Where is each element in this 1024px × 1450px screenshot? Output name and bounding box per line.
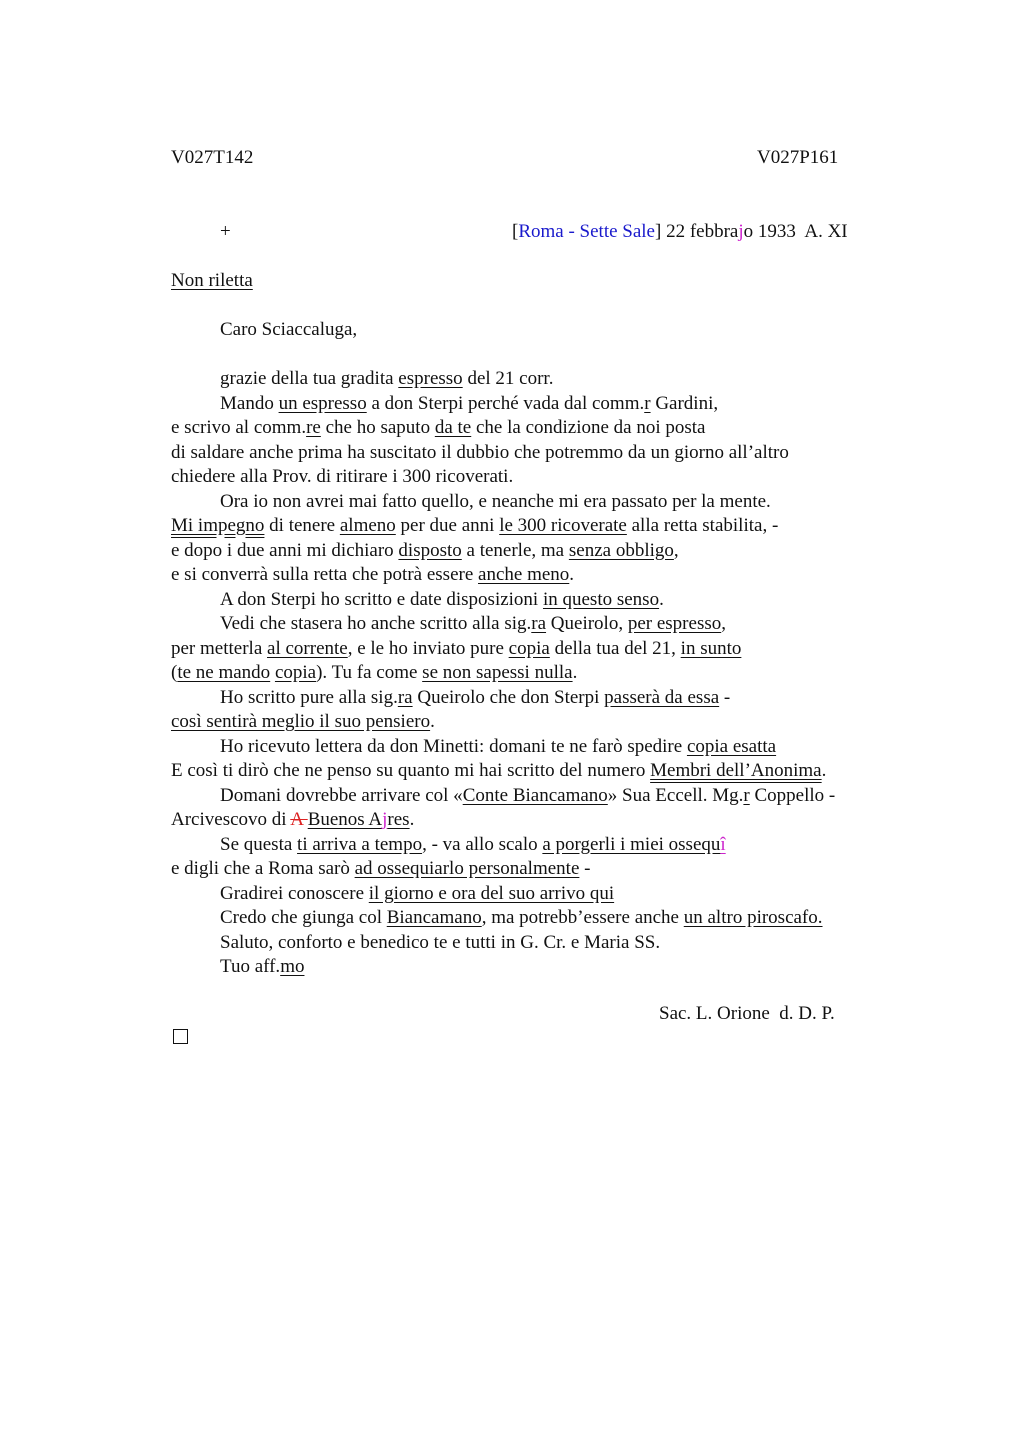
text-segment: Arcivescovo di [171,809,291,830]
body-line [171,637,741,661]
text-segment: . [569,564,575,585]
marked-text: ad ossequiarlo personalmente [354,858,580,879]
marked-text: senza obbligo [568,539,674,561]
body-line [220,392,718,416]
text-segment: per due anni [395,515,500,536]
text-segment: Gardini, [650,392,719,414]
marked-text: Buenos A [307,809,383,830]
marked-text: le 300 ricoverate [499,515,627,536]
text-segment: per metterla [171,637,268,659]
text-segment: chiedere alla Prov. di ritirare i 300 ricoverati. [171,466,514,487]
text-segment: che la condizione da noi posta [471,417,706,438]
text-segment: a don Sterpi perché vada dal comm. [366,392,645,414]
marked-text: copia [508,637,550,659]
date-part-a: 22 febbra [661,221,739,242]
body-line [220,490,771,514]
marked-text: re [306,417,321,438]
body-line [220,612,726,636]
body-line [220,367,553,391]
marked-text: copia esatta [686,735,777,757]
marked-text: per espresso [627,613,722,634]
date-inserted-letter: j [738,221,744,242]
marked-text: disposto [398,539,462,561]
marked-text: j [382,809,388,830]
text-segment: - [579,858,591,879]
marked-text: in sunto [680,637,742,659]
body-line [171,416,706,440]
marked-text: copia [274,662,317,683]
body-line [220,686,730,710]
text-segment: . [409,809,415,830]
marked-text: ti arriva a tempo [297,833,423,855]
body-line [171,808,414,832]
text-segment: . [659,588,664,610]
bracket-close: ] [655,221,662,242]
text-segment: Queirolo, [546,613,628,634]
text-segment: ( [171,662,178,683]
text-segment: Domani dovrebbe arrivare col « [220,784,463,806]
text-segment: della tua del 21, [549,637,681,659]
body-line [171,514,778,538]
body-line [220,882,614,906]
text-segment: , e le ho inviato pure [347,637,509,659]
marked-text: res [387,809,410,830]
text-segment: e si converrà sulla retta che potrà essere [171,564,479,585]
text-segment: di saldare anche prima ha suscitato il dubbio che potremmo da un giorno all’altro [171,441,789,463]
document-code-left: V027T142 [171,147,254,168]
cross-mark: + [220,221,231,242]
text-segment: Mando [220,392,279,414]
marked-text: A [290,809,308,830]
text-segment: Se questa [220,833,298,855]
text-segment: Saluto, conforto e benedico te e tutti in G. Cr. e Maria SS. [220,931,661,953]
body-line [171,710,435,734]
body-line [171,465,513,489]
text-segment: di tenere [264,515,340,536]
text-segment: . [821,760,827,781]
text-segment: Credo che giunga col [220,907,387,928]
text-segment: a tenerle, ma [461,539,569,561]
marked-text: ra [531,613,547,634]
text-segment: » Sua Eccell. Mg. [607,784,744,806]
text-segment: E così ti dirò che ne penso su quanto mi hai scritto del numero [171,760,651,781]
text-segment: e scrivo al comm. [171,417,307,438]
body-line [220,784,835,808]
body-line [171,759,826,783]
body-line [171,441,789,465]
text-segment: Vedi che stasera ho anche scritto alla sig. [220,613,532,634]
marked-text: ra [397,686,413,708]
marked-text: espresso [398,368,463,389]
document-code-right: V027P161 [757,147,839,168]
body-line [171,857,590,881]
text-segment: Ho scritto pure alla sig. [220,686,398,708]
bracket-open: [ [512,221,519,242]
marked-text: così sentirà meglio il suo pensiero [171,711,431,732]
date-part-b: o 1933 A. XI [743,221,848,242]
place-date [512,220,848,244]
body-line [171,563,574,587]
text-segment: , ma potrebb’essere anche [481,907,684,928]
marked-text: Mi impegno [171,515,265,536]
text-segment: Ora io non avrei mai fatto quello, e neanche mi era passato per la mente. [220,490,771,512]
text-segment: del 21 corr. [462,368,554,389]
marked-text: un espresso [278,392,367,414]
marked-text: il giorno e ora del suo arrivo qui [368,882,615,904]
signature: Sac. L. Orione d. D. P. [659,1003,835,1024]
text-segment: . [572,662,578,683]
text-segment: A don Sterpi ho scritto e date disposizioni [220,588,543,610]
marked-text: r [644,392,651,414]
text-segment: Tuo aff. [220,956,281,977]
body-line [220,931,660,955]
text-segment: e dopo i due anni mi dichiaro [171,539,399,561]
marked-text: Conte Biancamano [462,784,608,806]
body-line [220,906,823,930]
body-line [171,661,577,685]
marked-text: Biancamano [386,907,482,928]
marked-text: al corrente [267,637,348,659]
text-segment: - [719,686,731,708]
text-segment: , [721,613,726,634]
marked-text: r [743,784,750,806]
marked-text: Membri dell’Anonima [650,760,822,781]
marked-text: un altro piroscafo. [683,907,823,928]
marked-text: te ne mando [177,662,271,683]
text-segment: Coppello - [749,784,836,806]
marked-text: a porgerli i miei ossequ [542,833,721,855]
end-box-mark [173,1029,188,1044]
text-segment: ). Tu fa come [316,662,423,683]
body-line [220,955,304,979]
text-segment: , - va allo scalo [422,833,543,855]
marked-text: almeno [339,515,396,536]
marked-text: passerà da essa [604,686,720,708]
body-line [220,833,726,857]
marked-text: se non sapessi nulla [422,662,573,683]
text-segment: Ho ricevuto lettera da don Minetti: domani te ne farò spedire [220,735,687,757]
text-segment: Gradirei conoscere [220,882,369,904]
body-line [171,539,679,563]
marked-text: mo [280,956,305,977]
text-segment: grazie della tua gradita [220,368,399,389]
text-segment: e digli che a Roma sarò [171,858,355,879]
text-segment: che ho saputo [320,417,435,438]
body-line [220,735,776,759]
text-segment: alla retta stabilita, - [626,515,779,536]
text-segment: , [673,539,679,561]
salutation: Caro Sciaccaluga, [220,319,358,340]
marked-text: in questo senso [542,588,660,610]
marked-text: da te [434,417,472,438]
text-segment: . [430,711,435,732]
marked-text: î [720,833,726,855]
not-reread-note: Non riletta [171,270,253,291]
marked-text: anche meno [478,564,570,585]
text-segment: Queirolo che don Sterpi [412,686,605,708]
place-name: Roma - Sette Sale [518,221,655,242]
body-line [220,588,664,612]
